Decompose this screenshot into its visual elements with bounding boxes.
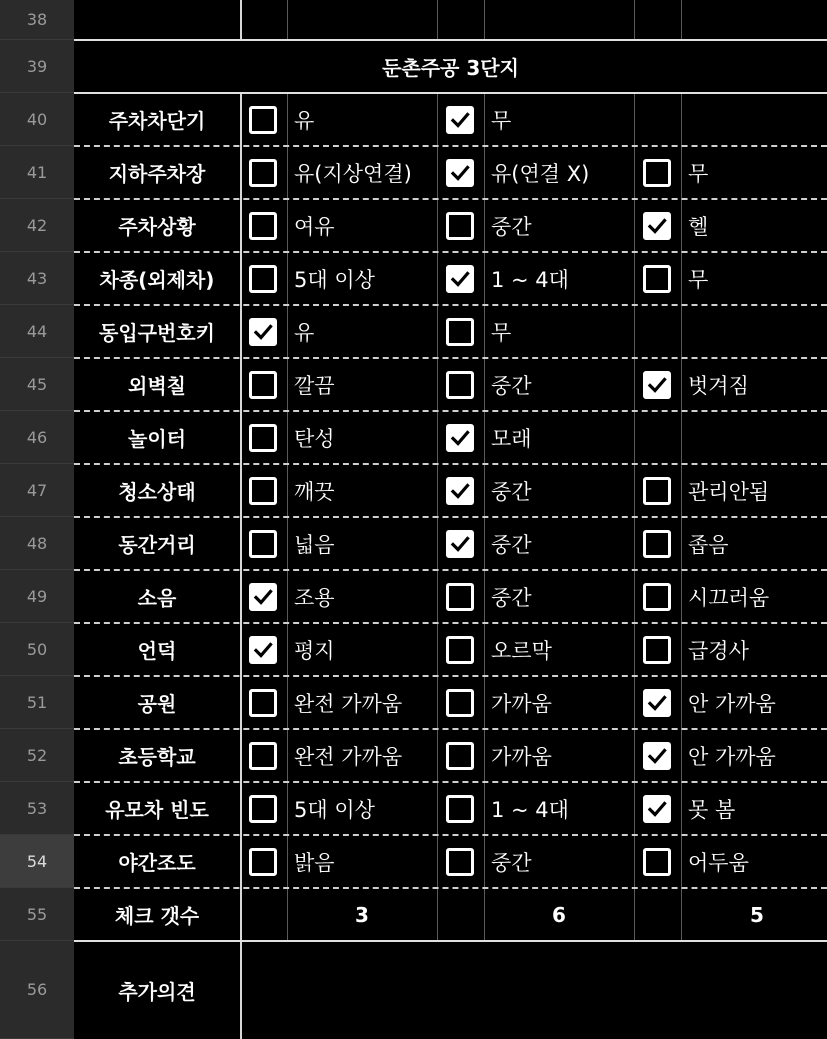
- checkbox[interactable]: [249, 159, 277, 187]
- row-header[interactable]: 56: [0, 941, 74, 1039]
- row-header[interactable]: 44: [0, 305, 74, 358]
- checkbox[interactable]: [446, 159, 474, 187]
- checkbox[interactable]: [249, 583, 277, 611]
- checkbox[interactable]: [446, 636, 474, 664]
- row-header[interactable]: 50: [0, 623, 74, 676]
- row-header[interactable]: 46: [0, 411, 74, 464]
- criterion-label[interactable]: 유모차 빈도: [105, 798, 209, 822]
- criterion-label[interactable]: 놀이터: [128, 427, 186, 451]
- option-label[interactable]: 중간: [491, 214, 532, 239]
- checkbox[interactable]: [249, 742, 277, 770]
- checkbox[interactable]: [249, 636, 277, 664]
- checkbox[interactable]: [446, 689, 474, 717]
- row-header[interactable]: 47: [0, 464, 74, 517]
- checkbox[interactable]: [643, 477, 671, 505]
- option-label[interactable]: 중간: [491, 532, 532, 557]
- criterion-label[interactable]: 외벽칠: [128, 374, 186, 398]
- checkbox[interactable]: [446, 318, 474, 346]
- criterion-label[interactable]: 주차차단기: [108, 109, 206, 133]
- row-header[interactable]: 48: [0, 517, 74, 570]
- row-header[interactable]: 51: [0, 676, 74, 729]
- column-divider: [437, 0, 438, 40]
- option-label[interactable]: 5대 이상: [294, 797, 375, 822]
- checkbox[interactable]: [249, 212, 277, 240]
- option-label[interactable]: 오르막: [491, 638, 552, 663]
- option-label[interactable]: 유: [294, 108, 315, 133]
- option-label[interactable]: 깔끔: [294, 373, 335, 398]
- row-header[interactable]: 38: [0, 0, 74, 40]
- checkbox[interactable]: [446, 530, 474, 558]
- row-header[interactable]: 43: [0, 252, 74, 305]
- option-label[interactable]: 무: [491, 320, 512, 345]
- complex-title[interactable]: 둔촌주공 3단지: [382, 56, 519, 80]
- row-header[interactable]: 39: [0, 40, 74, 93]
- checkbox[interactable]: [249, 795, 277, 823]
- criterion-label[interactable]: 언덕: [137, 639, 177, 663]
- option-label[interactable]: 평지: [294, 638, 335, 663]
- checkbox[interactable]: [643, 583, 671, 611]
- column-divider: [681, 0, 682, 40]
- checkbox[interactable]: [643, 530, 671, 558]
- row-header[interactable]: 41: [0, 146, 74, 199]
- checkbox[interactable]: [446, 477, 474, 505]
- row-header[interactable]: 55: [0, 888, 74, 941]
- row-header[interactable]: 42: [0, 199, 74, 252]
- check-count[interactable]: 3: [355, 902, 369, 927]
- checkbox[interactable]: [643, 742, 671, 770]
- checkbox[interactable]: [249, 477, 277, 505]
- checkbox[interactable]: [249, 848, 277, 876]
- checkbox[interactable]: [643, 212, 671, 240]
- option-label[interactable]: 가까움: [491, 744, 552, 769]
- option-label[interactable]: 중간: [491, 850, 532, 875]
- row-header[interactable]: 54: [0, 835, 74, 888]
- option-label[interactable]: 헬: [688, 214, 709, 239]
- option-label[interactable]: 안 가까움: [688, 744, 776, 769]
- option-label[interactable]: 벗겨짐: [688, 373, 749, 398]
- option-label[interactable]: 유(연결 X): [491, 161, 590, 186]
- checkbox[interactable]: [249, 424, 277, 452]
- option-label[interactable]: 중간: [491, 373, 532, 398]
- criterion-label[interactable]: 동간거리: [118, 533, 196, 557]
- option-label[interactable]: 깨끗: [294, 479, 335, 504]
- checkbox[interactable]: [249, 689, 277, 717]
- column-divider: [240, 941, 242, 1039]
- checkbox[interactable]: [446, 424, 474, 452]
- count-label[interactable]: 체크 갯수: [114, 904, 200, 928]
- option-label[interactable]: 못 봄: [688, 797, 736, 822]
- checkbox[interactable]: [643, 159, 671, 187]
- checkbox[interactable]: [643, 795, 671, 823]
- option-label[interactable]: 안 가까움: [688, 691, 776, 716]
- checkbox[interactable]: [643, 689, 671, 717]
- option-label[interactable]: 관리안됨: [688, 479, 770, 504]
- option-label[interactable]: 중간: [491, 479, 532, 504]
- row-header[interactable]: 52: [0, 729, 74, 782]
- option-label[interactable]: 조용: [294, 585, 335, 610]
- option-label[interactable]: 5대 이상: [294, 267, 375, 292]
- checkbox[interactable]: [446, 265, 474, 293]
- option-label[interactable]: 어두움: [688, 850, 749, 875]
- option-label[interactable]: 중간: [491, 585, 532, 610]
- checkbox[interactable]: [446, 848, 474, 876]
- option-label[interactable]: 유(지상연결): [294, 161, 412, 186]
- criterion-label[interactable]: 초등학교: [118, 745, 196, 769]
- option-label[interactable]: 1 ~ 4대: [491, 267, 569, 292]
- criterion-label[interactable]: 주차상황: [118, 215, 196, 239]
- checkbox[interactable]: [446, 742, 474, 770]
- checkbox[interactable]: [643, 848, 671, 876]
- checkbox[interactable]: [446, 583, 474, 611]
- checkbox[interactable]: [249, 318, 277, 346]
- checkbox[interactable]: [643, 265, 671, 293]
- option-label[interactable]: 완전 가까움: [294, 691, 403, 716]
- option-label[interactable]: 좁음: [688, 532, 729, 557]
- checkbox[interactable]: [249, 530, 277, 558]
- column-divider: [634, 0, 635, 40]
- criterion-label[interactable]: 청소상태: [118, 480, 196, 504]
- option-label[interactable]: 무: [688, 161, 709, 186]
- row-header[interactable]: 53: [0, 782, 74, 835]
- criterion-label[interactable]: 야간조도: [118, 851, 196, 875]
- row-header[interactable]: 49: [0, 570, 74, 623]
- option-label[interactable]: 시끄러움: [688, 585, 770, 610]
- option-label[interactable]: 탄성: [294, 426, 335, 451]
- option-label[interactable]: 무: [688, 267, 709, 292]
- criterion-label[interactable]: 공원: [137, 692, 177, 716]
- row-header[interactable]: 40: [0, 93, 74, 146]
- column-divider: [287, 0, 288, 40]
- option-label[interactable]: 무: [491, 108, 512, 133]
- checkbox[interactable]: [643, 636, 671, 664]
- option-label[interactable]: 1 ~ 4대: [491, 797, 569, 822]
- criterion-label[interactable]: 지하주차장: [108, 162, 206, 186]
- checkbox[interactable]: [249, 265, 277, 293]
- criterion-label[interactable]: 소음: [137, 586, 177, 610]
- checkbox[interactable]: [446, 795, 474, 823]
- criterion-label[interactable]: 동입구번호키: [99, 321, 215, 345]
- column-divider: [484, 0, 485, 40]
- checkbox[interactable]: [446, 212, 474, 240]
- checkbox[interactable]: [249, 106, 277, 134]
- option-label[interactable]: 가까움: [491, 691, 552, 716]
- option-label[interactable]: 완전 가까움: [294, 744, 403, 769]
- check-count[interactable]: 6: [552, 902, 566, 927]
- option-label[interactable]: 넓음: [294, 532, 335, 557]
- criterion-label[interactable]: 차종(외제차): [99, 268, 215, 292]
- option-label[interactable]: 밝음: [294, 850, 335, 875]
- option-label[interactable]: 급경사: [688, 638, 749, 663]
- column-divider: [240, 0, 242, 40]
- checkbox[interactable]: [249, 371, 277, 399]
- row-header[interactable]: 45: [0, 358, 74, 411]
- checkbox[interactable]: [643, 371, 671, 399]
- option-label[interactable]: 모래: [491, 426, 532, 451]
- check-count[interactable]: 5: [750, 902, 764, 927]
- checkbox[interactable]: [446, 371, 474, 399]
- comment-label[interactable]: 추가의견: [118, 979, 196, 1004]
- checkbox[interactable]: [446, 106, 474, 134]
- option-label[interactable]: 유: [294, 320, 315, 345]
- option-label[interactable]: 여유: [294, 214, 335, 239]
